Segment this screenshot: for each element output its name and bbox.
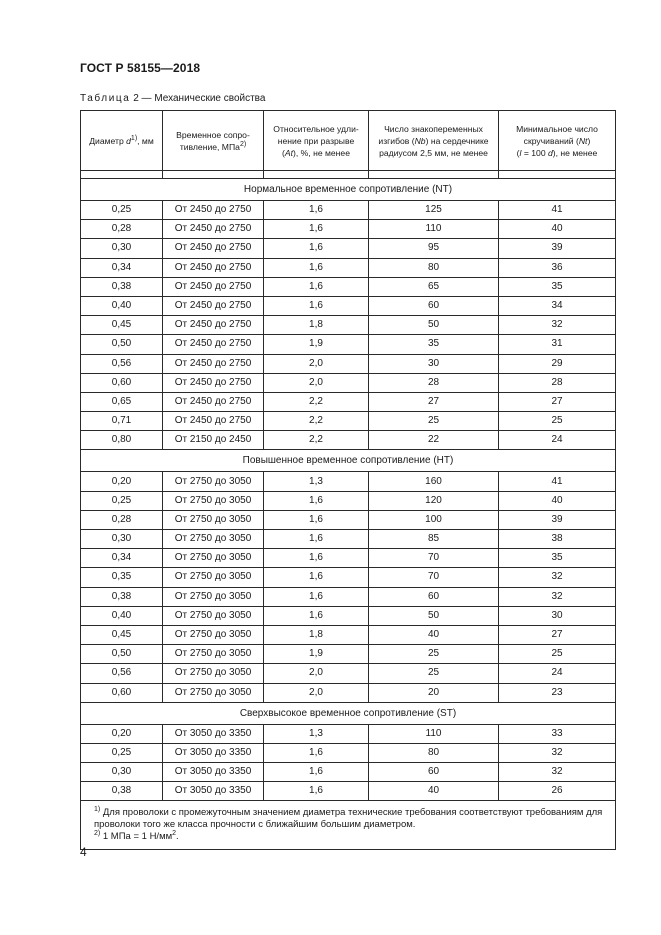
twists-cell: 32	[499, 568, 616, 587]
table-row	[81, 201, 616, 220]
table-row	[81, 664, 616, 683]
strength-cell: От 2450 до 2750	[163, 392, 264, 411]
elongation-cell: 2,0	[264, 354, 369, 373]
elongation-cell: 1,6	[264, 549, 369, 568]
bends-cell: 27	[369, 392, 499, 411]
strength-cell: От 2750 до 3050	[163, 645, 264, 664]
twists-cell: 24	[499, 431, 616, 450]
section-header-row	[81, 702, 616, 724]
twists-cell: 35	[499, 549, 616, 568]
table-row	[81, 724, 616, 743]
table-row	[81, 587, 616, 606]
diameter-cell: 0,20	[81, 724, 163, 743]
elongation-cell: 2,0	[264, 373, 369, 392]
strength-cell: От 2750 до 3050	[163, 587, 264, 606]
bends-cell: 22	[369, 431, 499, 450]
elongation-cell: 1,6	[264, 587, 369, 606]
twists-cell: 32	[499, 587, 616, 606]
diameter-cell: 0,50	[81, 335, 163, 354]
elongation-cell: 1,6	[264, 510, 369, 529]
elongation-cell: 1,8	[264, 316, 369, 335]
elongation-cell: 1,6	[264, 568, 369, 587]
strength-cell: От 2750 до 3050	[163, 549, 264, 568]
section-title: Сверхвысокое временное сопротивление (ST)	[81, 702, 616, 724]
table-row	[81, 763, 616, 782]
bends-cell: 30	[369, 354, 499, 373]
table-row	[81, 296, 616, 315]
bends-cell: 110	[369, 220, 499, 239]
twists-cell: 32	[499, 316, 616, 335]
bends-cell: 70	[369, 549, 499, 568]
column-header-5: Минимальное число скручиваний (Nt) (l = 100 d), не менее	[499, 111, 616, 171]
bends-cell: 95	[369, 239, 499, 258]
twists-cell: 25	[499, 412, 616, 431]
table-header-row	[81, 111, 616, 171]
diameter-cell: 0,28	[81, 220, 163, 239]
strength-cell: От 2450 до 2750	[163, 296, 264, 315]
page-number: 4	[80, 845, 87, 859]
strength-cell: От 2750 до 3050	[163, 510, 264, 529]
diameter-cell: 0,25	[81, 201, 163, 220]
strength-cell: От 2450 до 2750	[163, 239, 264, 258]
twists-cell: 39	[499, 510, 616, 529]
column-header-3: Относительное удли- нение при разрыве (At), %, не менее	[264, 111, 369, 171]
twists-cell: 36	[499, 258, 616, 277]
footnote-2: $^{2)}$ 1 МПа = 1 $Н/мм^2$.	[94, 829, 179, 842]
footnote-1: $^{1)}$ Для проволоки с промежуточным значением диаметра технические требования соответствуют требованиям для проволоки того же класса прочности с ближайшим большим диаметром.	[94, 805, 603, 830]
twists-cell: 25	[499, 645, 616, 664]
diameter-cell: 0,30	[81, 530, 163, 549]
elongation-cell: 1,6	[264, 743, 369, 762]
diameter-cell: 0,25	[81, 491, 163, 510]
elongation-cell: 1,6	[264, 606, 369, 625]
diameter-cell: 0,34	[81, 258, 163, 277]
strength-cell: От 3050 до 3350	[163, 763, 264, 782]
bends-cell: 70	[369, 568, 499, 587]
table-row	[81, 491, 616, 510]
bends-cell: 28	[369, 373, 499, 392]
table-row	[81, 354, 616, 373]
table-caption	[80, 93, 265, 104]
table-row	[81, 530, 616, 549]
elongation-cell: 1,9	[264, 335, 369, 354]
elongation-cell: 1,6	[264, 782, 369, 801]
table-row	[81, 220, 616, 239]
bends-cell: 25	[369, 645, 499, 664]
bends-cell: 160	[369, 472, 499, 491]
table-row	[81, 645, 616, 664]
diameter-cell: 0,25	[81, 743, 163, 762]
strength-cell: От 2450 до 2750	[163, 220, 264, 239]
table-row	[81, 335, 616, 354]
table-row	[81, 258, 616, 277]
bends-cell: 40	[369, 782, 499, 801]
twists-cell: 33	[499, 724, 616, 743]
elongation-cell: 1,3	[264, 472, 369, 491]
strength-cell: От 2750 до 3050	[163, 625, 264, 644]
bends-cell: 120	[369, 491, 499, 510]
twists-cell: 35	[499, 277, 616, 296]
diameter-cell: 0,40	[81, 606, 163, 625]
elongation-cell: 1,6	[264, 530, 369, 549]
section-header-row	[81, 179, 616, 201]
table-row	[81, 412, 616, 431]
column-header-2: Временное сопро- тивление, МПа$^{2)}$	[163, 111, 264, 171]
caption-number: 2	[133, 93, 139, 104]
bends-cell: 100	[369, 510, 499, 529]
footnotes-row	[81, 801, 616, 850]
column-header-1: Диаметр $d^{1)}$, мм	[81, 111, 163, 171]
table-row	[81, 316, 616, 335]
section-title: Повышенное временное сопротивление (HT)	[81, 450, 616, 472]
twists-cell: 41	[499, 472, 616, 491]
table-body	[81, 179, 616, 801]
footnotes-cell	[81, 801, 616, 850]
diameter-cell: 0,38	[81, 782, 163, 801]
bends-cell: 40	[369, 625, 499, 644]
diameter-cell: 0,40	[81, 296, 163, 315]
table-row	[81, 625, 616, 644]
diameter-cell: 0,56	[81, 354, 163, 373]
twists-cell: 28	[499, 373, 616, 392]
elongation-cell: 2,2	[264, 431, 369, 450]
elongation-cell: 1,6	[264, 491, 369, 510]
twists-cell: 40	[499, 491, 616, 510]
twists-cell: 27	[499, 625, 616, 644]
strength-cell: От 2450 до 2750	[163, 316, 264, 335]
table-row	[81, 683, 616, 702]
elongation-cell: 1,6	[264, 277, 369, 296]
diameter-cell: 0,45	[81, 625, 163, 644]
bends-cell: 65	[369, 277, 499, 296]
diameter-cell: 0,28	[81, 510, 163, 529]
section-header-row	[81, 450, 616, 472]
bends-cell: 60	[369, 763, 499, 782]
twists-cell: 32	[499, 763, 616, 782]
bends-cell: 80	[369, 743, 499, 762]
twists-cell: 39	[499, 239, 616, 258]
strength-cell: От 3050 до 3350	[163, 782, 264, 801]
diameter-cell: 0,30	[81, 239, 163, 258]
strength-cell: От 2750 до 3050	[163, 491, 264, 510]
bends-cell: 60	[369, 296, 499, 315]
elongation-cell: 2,0	[264, 664, 369, 683]
strength-cell: От 2150 до 2450	[163, 431, 264, 450]
diameter-cell: 0,30	[81, 763, 163, 782]
table-row	[81, 510, 616, 529]
bends-cell: 80	[369, 258, 499, 277]
strength-cell: От 2450 до 2750	[163, 354, 264, 373]
elongation-cell: 1,6	[264, 763, 369, 782]
table-row	[81, 431, 616, 450]
table-row	[81, 568, 616, 587]
twists-cell: 38	[499, 530, 616, 549]
diameter-cell: 0,50	[81, 645, 163, 664]
header-spacer-row	[81, 171, 616, 179]
elongation-cell: 2,0	[264, 683, 369, 702]
twists-cell: 31	[499, 335, 616, 354]
table-row	[81, 782, 616, 801]
twists-cell: 34	[499, 296, 616, 315]
column-header-4: Число знакопеременных изгибов (Nb) на сердечнике радиусом 2,5 мм, не менее	[369, 111, 499, 171]
table-row	[81, 743, 616, 762]
twists-cell: 32	[499, 743, 616, 762]
twists-cell: 26	[499, 782, 616, 801]
bends-cell: 35	[369, 335, 499, 354]
table-row	[81, 392, 616, 411]
twists-cell: 27	[499, 392, 616, 411]
diameter-cell: 0,34	[81, 549, 163, 568]
table-row	[81, 373, 616, 392]
table-row	[81, 549, 616, 568]
document-header: ГОСТ Р 58155—2018	[80, 61, 201, 75]
elongation-cell: 1,6	[264, 296, 369, 315]
strength-cell: От 2450 до 2750	[163, 258, 264, 277]
elongation-cell: 1,6	[264, 258, 369, 277]
twists-cell: 24	[499, 664, 616, 683]
bends-cell: 85	[369, 530, 499, 549]
diameter-cell: 0,38	[81, 277, 163, 296]
diameter-cell: 0,20	[81, 472, 163, 491]
elongation-cell: 1,8	[264, 625, 369, 644]
caption-label: Таблица	[80, 93, 131, 104]
diameter-cell: 0,60	[81, 373, 163, 392]
elongation-cell: 1,6	[264, 220, 369, 239]
strength-cell: От 3050 до 3350	[163, 743, 264, 762]
bends-cell: 50	[369, 316, 499, 335]
bends-cell: 25	[369, 664, 499, 683]
diameter-cell: 0,80	[81, 431, 163, 450]
bends-cell: 60	[369, 587, 499, 606]
strength-cell: От 2750 до 3050	[163, 606, 264, 625]
diameter-cell: 0,38	[81, 587, 163, 606]
elongation-cell: 1,6	[264, 239, 369, 258]
strength-cell: От 2450 до 2750	[163, 335, 264, 354]
bends-cell: 110	[369, 724, 499, 743]
strength-cell: От 2750 до 3050	[163, 568, 264, 587]
bends-cell: 125	[369, 201, 499, 220]
twists-cell: 23	[499, 683, 616, 702]
diameter-cell: 0,60	[81, 683, 163, 702]
bends-cell: 50	[369, 606, 499, 625]
bends-cell: 25	[369, 412, 499, 431]
strength-cell: От 2750 до 3050	[163, 683, 264, 702]
twists-cell: 41	[499, 201, 616, 220]
twists-cell: 40	[499, 220, 616, 239]
table-row	[81, 472, 616, 491]
diameter-cell: 0,45	[81, 316, 163, 335]
diameter-cell: 0,35	[81, 568, 163, 587]
diameter-cell: 0,71	[81, 412, 163, 431]
strength-cell: От 2750 до 3050	[163, 664, 264, 683]
strength-cell: От 2450 до 2750	[163, 373, 264, 392]
elongation-cell: 1,6	[264, 201, 369, 220]
twists-cell: 29	[499, 354, 616, 373]
diameter-cell: 0,65	[81, 392, 163, 411]
strength-cell: От 2750 до 3050	[163, 530, 264, 549]
caption-title: Механические свойства	[154, 93, 266, 104]
table-row	[81, 239, 616, 258]
strength-cell: От 2750 до 3050	[163, 472, 264, 491]
diameter-cell: 0,56	[81, 664, 163, 683]
table-row	[81, 277, 616, 296]
strength-cell: От 2450 до 2750	[163, 201, 264, 220]
strength-cell: От 3050 до 3350	[163, 724, 264, 743]
section-title: Нормальное временное сопротивление (NT)	[81, 179, 616, 201]
table-row	[81, 606, 616, 625]
strength-cell: От 2450 до 2750	[163, 277, 264, 296]
mechanical-properties-table	[80, 110, 616, 850]
caption-dash: —	[141, 93, 152, 104]
elongation-cell: 2,2	[264, 392, 369, 411]
elongation-cell: 1,3	[264, 724, 369, 743]
strength-cell: От 2450 до 2750	[163, 412, 264, 431]
bends-cell: 20	[369, 683, 499, 702]
elongation-cell: 1,9	[264, 645, 369, 664]
twists-cell: 30	[499, 606, 616, 625]
elongation-cell: 2,2	[264, 412, 369, 431]
